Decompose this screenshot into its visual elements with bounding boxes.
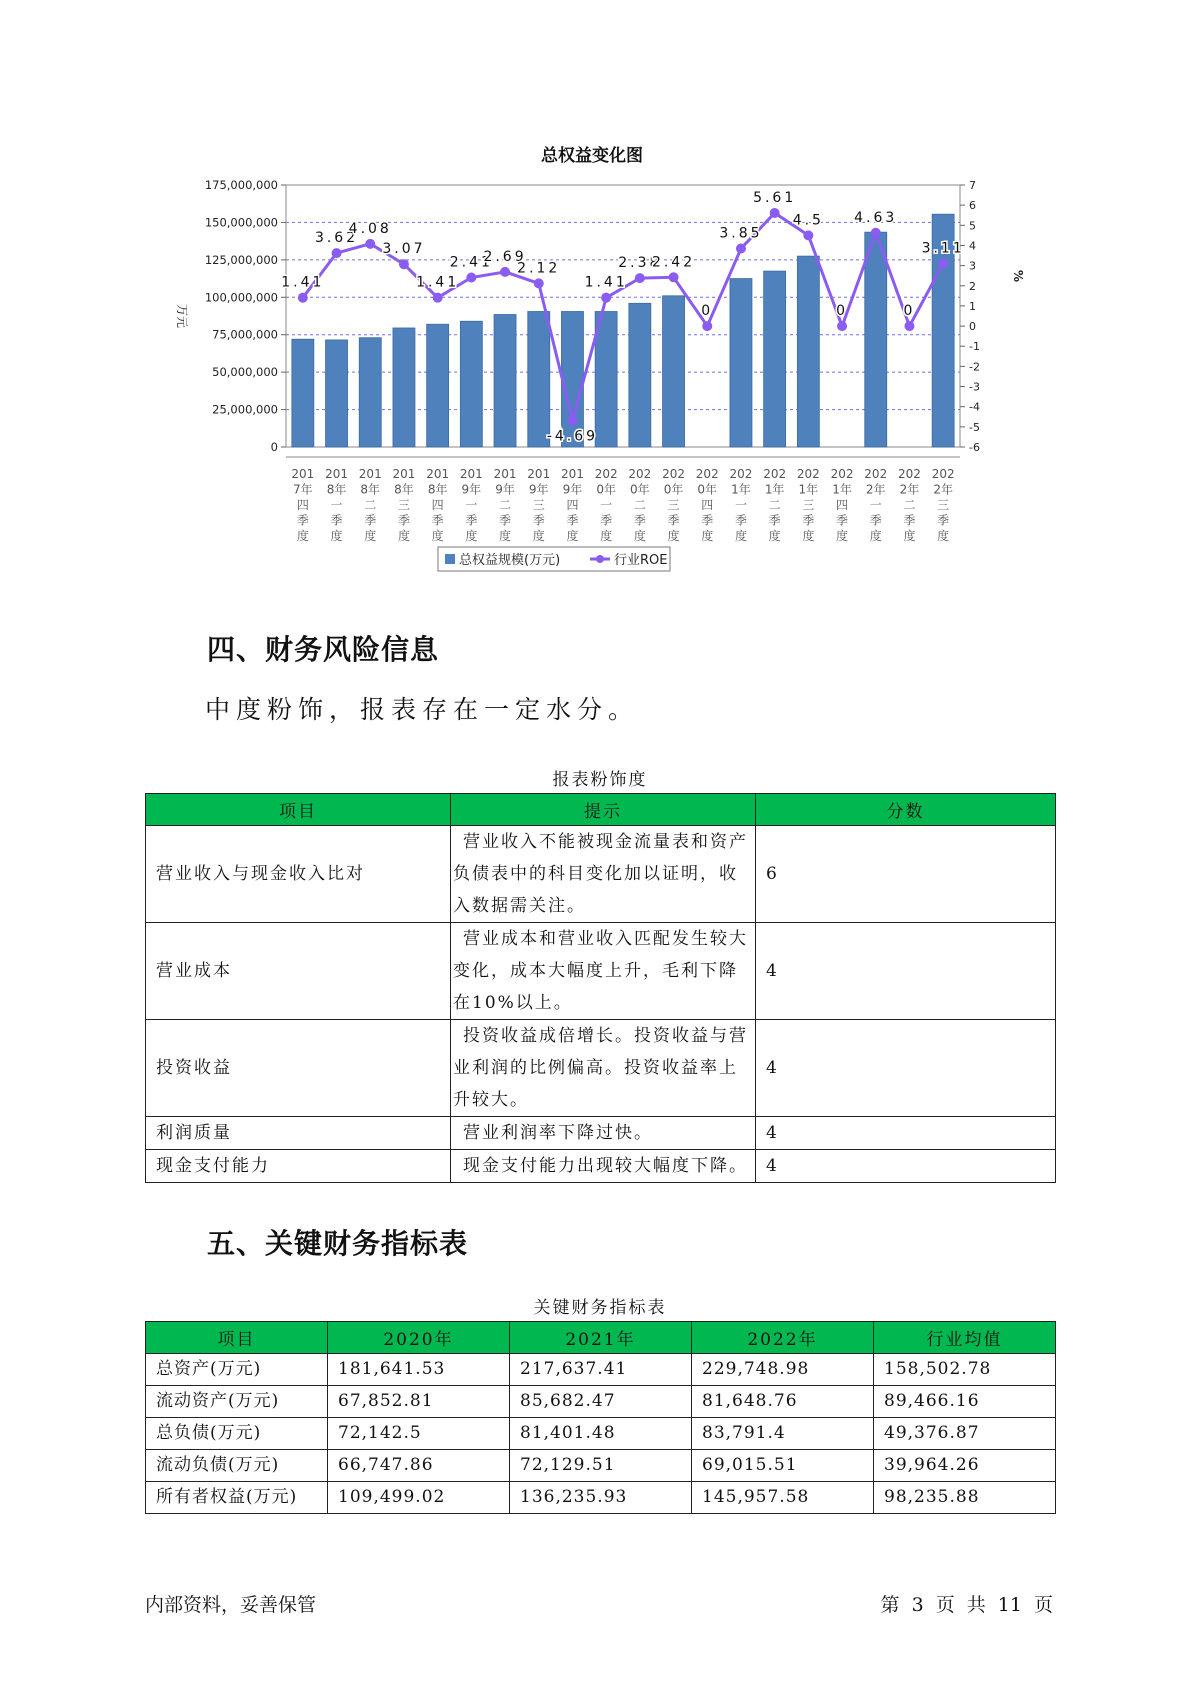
bar-equity <box>561 312 583 447</box>
x-tick-label: 四 <box>836 498 849 512</box>
key-header: 项目 <box>146 1322 328 1354</box>
key-cell: 总负债(万元) <box>146 1418 328 1450</box>
y-tick-label: 150,000,000 <box>204 215 278 230</box>
x-tick-label: 季 <box>364 513 377 528</box>
point-roe <box>871 228 881 238</box>
x-tick-label: 8年 <box>326 482 347 497</box>
point-roe <box>567 416 577 426</box>
key-table-caption: 关键财务指标表 <box>533 1298 667 1318</box>
data-label-roe: 2.12 <box>517 260 561 277</box>
x-tick-label: 二 <box>903 498 916 512</box>
key-cell: 181,641.53 <box>328 1354 510 1386</box>
table-row <box>146 1354 1056 1386</box>
point-roe <box>702 321 712 331</box>
risk-header-item: 项目 <box>146 794 451 826</box>
point-roe <box>298 293 308 303</box>
point-roe <box>399 259 409 269</box>
data-label-roe: 3.85 <box>719 225 763 242</box>
bar-equity <box>797 256 819 447</box>
bar-equity <box>629 303 651 447</box>
x-tick-label: 202 <box>695 467 719 481</box>
y2-tick-label: 4 <box>969 239 976 253</box>
data-label-roe: 5.61 <box>753 190 797 207</box>
key-cell: 49,376.87 <box>874 1418 1056 1450</box>
table-row <box>146 1418 1056 1450</box>
risk-item: 投资收益 <box>146 1020 451 1117</box>
x-tick-label: 度 <box>364 529 377 543</box>
x-tick-label: 9年 <box>495 482 515 497</box>
y2-tick-label: 1 <box>969 299 976 313</box>
risk-item: 营业收入与现金收入比对 <box>146 826 451 923</box>
key-cell: 66,747.86 <box>328 1450 510 1482</box>
data-label-roe: 3.62 <box>314 230 359 247</box>
data-label-roe: 3.07 <box>382 241 426 258</box>
x-tick-label: 季 <box>802 513 815 528</box>
point-roe <box>635 273 645 283</box>
x-tick-label: 二 <box>364 498 377 512</box>
x-tick-label: 度 <box>566 529 579 543</box>
x-tick-label: 度 <box>532 529 545 543</box>
table-row <box>146 1117 1056 1150</box>
bar-equity <box>359 338 381 447</box>
section4-heading: 四、财务风险信息 <box>207 633 440 666</box>
x-tick-label: 三 <box>397 498 410 512</box>
x-tick-label: 201 <box>291 467 315 481</box>
x-tick-label: 一 <box>734 498 747 512</box>
x-tick-label: 202 <box>729 467 753 481</box>
y2-tick-label: 2 <box>969 279 976 293</box>
x-tick-label: 季 <box>431 513 444 528</box>
x-tick-label: 9年 <box>461 482 482 497</box>
x-tick-label: 0年 <box>663 482 684 497</box>
x-tick-label: 度 <box>330 529 343 543</box>
x-tick-label: 季 <box>734 513 747 528</box>
x-tick-label: 0年 <box>630 482 650 497</box>
x-tick-label: 季 <box>768 513 781 528</box>
bar-equity <box>427 324 449 447</box>
risk-score: 6 <box>756 826 1056 923</box>
x-tick-label: 1年 <box>764 482 785 497</box>
data-label-roe: 0 <box>903 303 916 320</box>
x-tick-label: 1年 <box>731 482 751 497</box>
x-tick-label: 季 <box>465 513 478 528</box>
point-roe <box>365 239 375 249</box>
y-tick-label: 175,000,000 <box>204 178 278 192</box>
y2-tick-label: 0 <box>969 320 976 334</box>
x-tick-label: 季 <box>600 513 613 528</box>
table-row <box>146 1386 1056 1418</box>
key-cell: 145,957.58 <box>692 1482 874 1514</box>
key-cell: 81,648.76 <box>692 1386 874 1418</box>
y2-tick-label: -2 <box>969 360 980 374</box>
x-tick-label: 2年 <box>899 482 920 497</box>
key-cell: 98,235.88 <box>874 1482 1056 1514</box>
bar-equity <box>528 312 550 447</box>
bar-equity <box>326 340 348 447</box>
x-tick-label: 一 <box>465 498 478 512</box>
x-tick-label: 7年 <box>293 482 313 497</box>
bar-equity <box>865 232 887 447</box>
x-tick-label: 季 <box>499 513 512 528</box>
x-tick-label: 201 <box>560 467 584 481</box>
data-label-roe: 1.41 <box>281 274 325 291</box>
y-tick-label: 75,000,000 <box>212 327 278 342</box>
x-tick-label: 1年 <box>832 482 852 497</box>
table-row <box>146 1150 1056 1183</box>
x-tick-label: 度 <box>431 529 444 543</box>
x-tick-label: 2年 <box>865 482 886 497</box>
x-tick-label: 季 <box>937 513 950 528</box>
y2-tick-label: -3 <box>969 380 980 394</box>
x-tick-label: 季 <box>667 513 680 528</box>
x-tick-label: 度 <box>869 529 882 543</box>
legend-swatch-point <box>596 555 604 563</box>
key-cell: 39,964.26 <box>874 1450 1056 1482</box>
x-tick-label: 二 <box>768 498 781 512</box>
key-metrics-table <box>145 1321 1056 1514</box>
y2-axis-label: % <box>1011 269 1025 283</box>
x-tick-label: 201 <box>493 467 517 481</box>
key-cell: 流动负债(万元) <box>146 1450 328 1482</box>
risk-tip: 营业成本和营业收入匹配发生较大变化，成本大幅度上升，毛利下降在10%以上。 <box>451 923 756 1020</box>
x-tick-label: 度 <box>937 529 950 543</box>
key-cell: 72,142.5 <box>328 1418 510 1450</box>
key-cell: 72,129.51 <box>510 1450 692 1482</box>
x-tick-label: 季 <box>869 513 882 528</box>
x-tick-label: 202 <box>830 467 854 481</box>
x-tick-label: 度 <box>903 529 916 543</box>
legend-swatch-bar <box>445 554 455 564</box>
point-roe <box>770 208 780 218</box>
y-tick-label: 50,000,000 <box>212 365 278 380</box>
x-tick-label: 季 <box>633 513 646 528</box>
risk-tip: 营业收入不能被现金流量表和资产负债表中的科目变化加以证明，收入数据需关注。 <box>451 826 756 923</box>
x-tick-label: 0年 <box>697 482 718 497</box>
point-roe <box>500 267 510 277</box>
x-tick-label: 1年 <box>798 482 819 497</box>
bar-equity <box>494 315 516 447</box>
y2-tick-label: 6 <box>969 199 976 213</box>
bar-equity <box>292 339 314 447</box>
point-roe <box>803 230 813 240</box>
x-tick-label: 度 <box>701 529 714 543</box>
data-label-roe: 4.08 <box>348 220 392 237</box>
point-roe <box>332 248 342 258</box>
y-axis-label: 万元 <box>175 303 189 329</box>
data-label-roe: 2.38 <box>618 255 662 272</box>
x-tick-label: 四 <box>566 498 579 512</box>
x-tick-label: 8年 <box>427 482 448 497</box>
key-cell: 109,499.02 <box>328 1482 510 1514</box>
key-header: 2022年 <box>692 1322 874 1354</box>
x-tick-label: 一 <box>869 498 882 512</box>
x-tick-label: 202 <box>628 467 652 481</box>
legend-label-bar: 总权益规模(万元) <box>459 553 561 568</box>
x-tick-label: 201 <box>527 467 551 481</box>
risk-table <box>145 793 1056 1183</box>
x-tick-label: 度 <box>397 529 410 543</box>
data-label-roe: 4.63 <box>854 209 898 226</box>
x-tick-label: 度 <box>802 529 815 543</box>
x-tick-label: 三 <box>532 498 545 512</box>
key-cell: 217,637.41 <box>510 1354 692 1386</box>
x-tick-label: 202 <box>763 467 787 481</box>
data-label-roe: 2.69 <box>483 248 527 265</box>
y2-tick-label: -6 <box>969 441 980 454</box>
equity-change-chart <box>150 135 1030 605</box>
risk-item: 利润质量 <box>146 1117 451 1150</box>
data-label-roe: 2.41 <box>449 254 493 271</box>
x-tick-label: 季 <box>836 513 849 528</box>
y-tick-label: 25,000,000 <box>212 402 278 417</box>
x-tick-label: 三 <box>802 498 815 512</box>
x-tick-label: 9年 <box>528 482 549 497</box>
x-tick-label: 一 <box>330 498 343 512</box>
table-row <box>146 923 1056 1020</box>
legend-label-line: 行业ROE <box>614 553 668 568</box>
point-roe <box>904 321 914 331</box>
point-roe <box>433 293 443 303</box>
x-tick-label: 度 <box>734 529 747 543</box>
point-roe <box>601 293 611 303</box>
data-label-roe: 1.41 <box>416 274 460 291</box>
risk-score: 4 <box>756 1117 1056 1150</box>
x-tick-label: 四 <box>296 498 309 512</box>
key-cell: 69,015.51 <box>692 1450 874 1482</box>
x-tick-label: 四 <box>431 498 444 512</box>
x-tick-label: 202 <box>897 467 921 481</box>
key-cell: 流动资产(万元) <box>146 1386 328 1418</box>
x-tick-label: 二 <box>633 498 646 512</box>
table-row <box>146 1450 1056 1482</box>
risk-header-score: 分数 <box>756 794 1056 826</box>
point-roe <box>669 272 679 282</box>
bar-equity <box>595 312 617 447</box>
data-label-roe: 0 <box>836 303 849 320</box>
x-tick-label: 度 <box>768 529 781 543</box>
x-tick-label: 度 <box>465 529 478 543</box>
x-tick-label: 季 <box>701 513 714 528</box>
risk-tip: 营业利润率下降过快。 <box>451 1117 756 1150</box>
x-tick-label: 季 <box>296 513 309 528</box>
risk-score: 4 <box>756 1020 1056 1117</box>
key-cell: 81,401.48 <box>510 1418 692 1450</box>
key-cell: 总资产(万元) <box>146 1354 328 1386</box>
y2-tick-label: -1 <box>969 340 980 354</box>
x-tick-label: 9年 <box>562 482 583 497</box>
y-tick-label: 125,000,000 <box>204 252 278 267</box>
key-cell: 67,852.81 <box>328 1386 510 1418</box>
key-cell: 158,502.78 <box>874 1354 1056 1386</box>
key-cell: 89,466.16 <box>874 1386 1056 1418</box>
data-label-roe: 1.41 <box>584 274 628 291</box>
point-roe <box>837 321 847 331</box>
key-cell: 所有者权益(万元) <box>146 1482 328 1514</box>
risk-tip: 投资收益成倍增长。投资收益与营业利润的比例偏高。投资收益率上升较大。 <box>451 1020 756 1117</box>
risk-tip: 现金支付能力出现较大幅度下降。 <box>451 1150 756 1183</box>
y-tick-label: 100,000,000 <box>204 290 278 305</box>
x-tick-label: 0年 <box>596 482 616 497</box>
x-tick-label: 季 <box>330 513 343 528</box>
y-tick-label: 0 <box>270 440 278 454</box>
y2-tick-label: 3 <box>969 259 976 273</box>
y2-tick-label: -4 <box>969 400 980 414</box>
y2-tick-label: -5 <box>969 420 980 434</box>
bar-equity <box>393 328 415 447</box>
footer-page-number: 第 3 页 共 11 页 <box>880 1594 1053 1616</box>
point-roe <box>534 278 544 288</box>
x-tick-label: 201 <box>459 467 483 481</box>
x-tick-label: 201 <box>426 467 450 481</box>
point-roe <box>736 243 746 253</box>
x-tick-label: 2年 <box>933 482 953 497</box>
risk-table-caption: 报表粉饰度 <box>552 770 648 790</box>
key-cell: 136,235.93 <box>510 1482 692 1514</box>
point-roe <box>466 273 476 283</box>
x-tick-label: 202 <box>594 467 618 481</box>
point-roe <box>938 258 948 268</box>
risk-item: 现金支付能力 <box>146 1150 451 1183</box>
x-tick-label: 一 <box>600 498 613 512</box>
x-tick-label: 四 <box>701 498 714 512</box>
x-tick-label: 度 <box>667 529 680 543</box>
x-tick-label: 三 <box>667 498 680 512</box>
x-tick-label: 202 <box>662 467 686 481</box>
footer-confidential-note: 内部资料，妥善保管 <box>145 1594 317 1616</box>
x-tick-label: 度 <box>296 529 309 543</box>
bar-equity <box>663 296 685 447</box>
x-tick-label: 8年 <box>394 482 414 497</box>
data-label-roe: -4.69 <box>546 428 599 445</box>
x-tick-label: 201 <box>358 467 382 481</box>
key-header: 2020年 <box>328 1322 510 1354</box>
risk-score: 4 <box>756 1150 1056 1183</box>
chart-title: 总权益变化图 <box>541 146 643 166</box>
x-tick-label: 201 <box>325 467 349 481</box>
risk-item: 营业成本 <box>146 923 451 1020</box>
x-tick-label: 季 <box>566 513 579 528</box>
data-label-roe: 3.11 <box>921 240 965 257</box>
x-tick-label: 三 <box>937 498 950 512</box>
table-row <box>146 826 1056 923</box>
x-tick-label: 度 <box>633 529 646 543</box>
x-tick-label: 202 <box>864 467 888 481</box>
key-header: 行业均值 <box>874 1322 1056 1354</box>
x-tick-label: 度 <box>836 529 849 543</box>
risk-header-tip: 提示 <box>451 794 756 826</box>
x-tick-label: 二 <box>499 498 512 512</box>
data-label-roe: 4.5 <box>792 212 824 229</box>
bar-equity <box>764 271 786 447</box>
x-tick-label: 度 <box>499 529 512 543</box>
key-header: 2021年 <box>510 1322 692 1354</box>
bar-equity <box>730 279 752 447</box>
data-label-roe: 0 <box>701 303 714 320</box>
data-label-roe: 2.42 <box>651 254 696 271</box>
section4-paragraph: 中度粉饰，报表存在一定水分。 <box>205 695 640 724</box>
section5-heading: 五、关键财务指标表 <box>207 1227 469 1260</box>
x-tick-label: 季 <box>397 513 410 528</box>
x-tick-label: 季 <box>903 513 916 528</box>
y2-tick-label: 5 <box>969 219 976 233</box>
x-tick-label: 8年 <box>360 482 381 497</box>
table-row <box>146 1020 1056 1117</box>
key-cell: 85,682.47 <box>510 1386 692 1418</box>
key-cell: 229,748.98 <box>692 1354 874 1386</box>
x-tick-label: 季 <box>532 513 545 528</box>
x-tick-label: 202 <box>796 467 820 481</box>
y2-tick-label: 7 <box>969 179 976 192</box>
x-tick-label: 度 <box>600 529 613 543</box>
bar-equity <box>460 321 482 447</box>
x-tick-label: 202 <box>931 467 955 481</box>
x-tick-label: 201 <box>392 467 416 481</box>
key-cell: 83,791.4 <box>692 1418 874 1450</box>
table-row <box>146 1482 1056 1514</box>
risk-score: 4 <box>756 923 1056 1020</box>
